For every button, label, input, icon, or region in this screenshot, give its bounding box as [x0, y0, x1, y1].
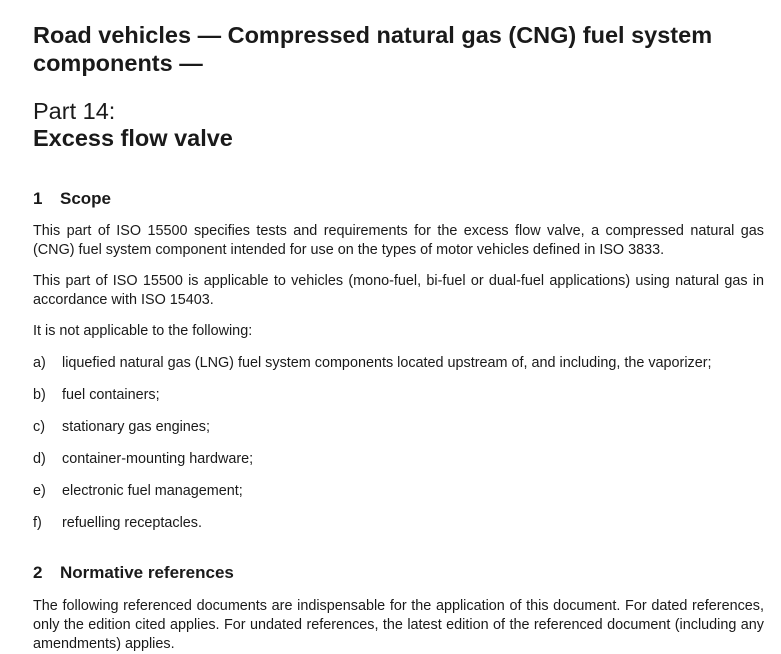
- list-marker: a): [33, 355, 46, 371]
- list-item: [33, 450, 764, 469]
- list-marker: f): [33, 515, 42, 531]
- scope-paragraph: This part of ISO 15500 is applicable to vehicles (mono-fuel, bi-fuel or dual-fuel applications) using natural gas in accordance with ISO 15403.: [33, 273, 764, 308]
- list-item: [33, 482, 764, 501]
- scope-paragraph: It is not applicable to the following:: [33, 323, 253, 339]
- clause-title: Normative references: [60, 563, 234, 582]
- list-marker: e): [33, 483, 46, 499]
- list-text: electronic fuel management;: [62, 483, 243, 499]
- clause-number: 1: [33, 189, 43, 208]
- clause-number: 2: [33, 563, 43, 582]
- part-title: Excess flow valve: [33, 125, 233, 151]
- list-item: [33, 386, 764, 405]
- document-title: Road vehicles — Compressed natural gas (CNG) fuel system components —: [33, 22, 713, 76]
- part-label: Part 14:: [33, 98, 116, 124]
- list-item: [33, 354, 764, 373]
- clause-heading-normative-references: [33, 563, 234, 583]
- list-text: fuel containers;: [62, 387, 160, 403]
- clause-heading-scope: [33, 189, 111, 209]
- list-marker: b): [33, 387, 46, 403]
- list-marker: d): [33, 451, 46, 467]
- list-text: container-mounting hardware;: [62, 451, 254, 467]
- normative-references-paragraph: The following referenced documents are indispensable for the application of this document. For dated references, only the edition cited applies. For undated references, the latest edition of the referenced document (including any amendments) applies.: [33, 598, 764, 652]
- list-marker: c): [33, 419, 45, 435]
- clause-title: Scope: [60, 189, 112, 208]
- list-text: refuelling receptacles.: [62, 515, 202, 531]
- list-item: [33, 514, 764, 533]
- list-item: [33, 418, 764, 437]
- scope-paragraph: This part of ISO 15500 specifies tests and requirements for the excess flow valve, a compressed natural gas (CNG) fuel system component intended for use on the types of motor vehicles defined in ISO 3833.: [33, 223, 764, 258]
- list-text: stationary gas engines;: [62, 419, 210, 435]
- list-text: liquefied natural gas (LNG) fuel system components located upstream of, and including, the vaporizer;: [62, 355, 712, 371]
